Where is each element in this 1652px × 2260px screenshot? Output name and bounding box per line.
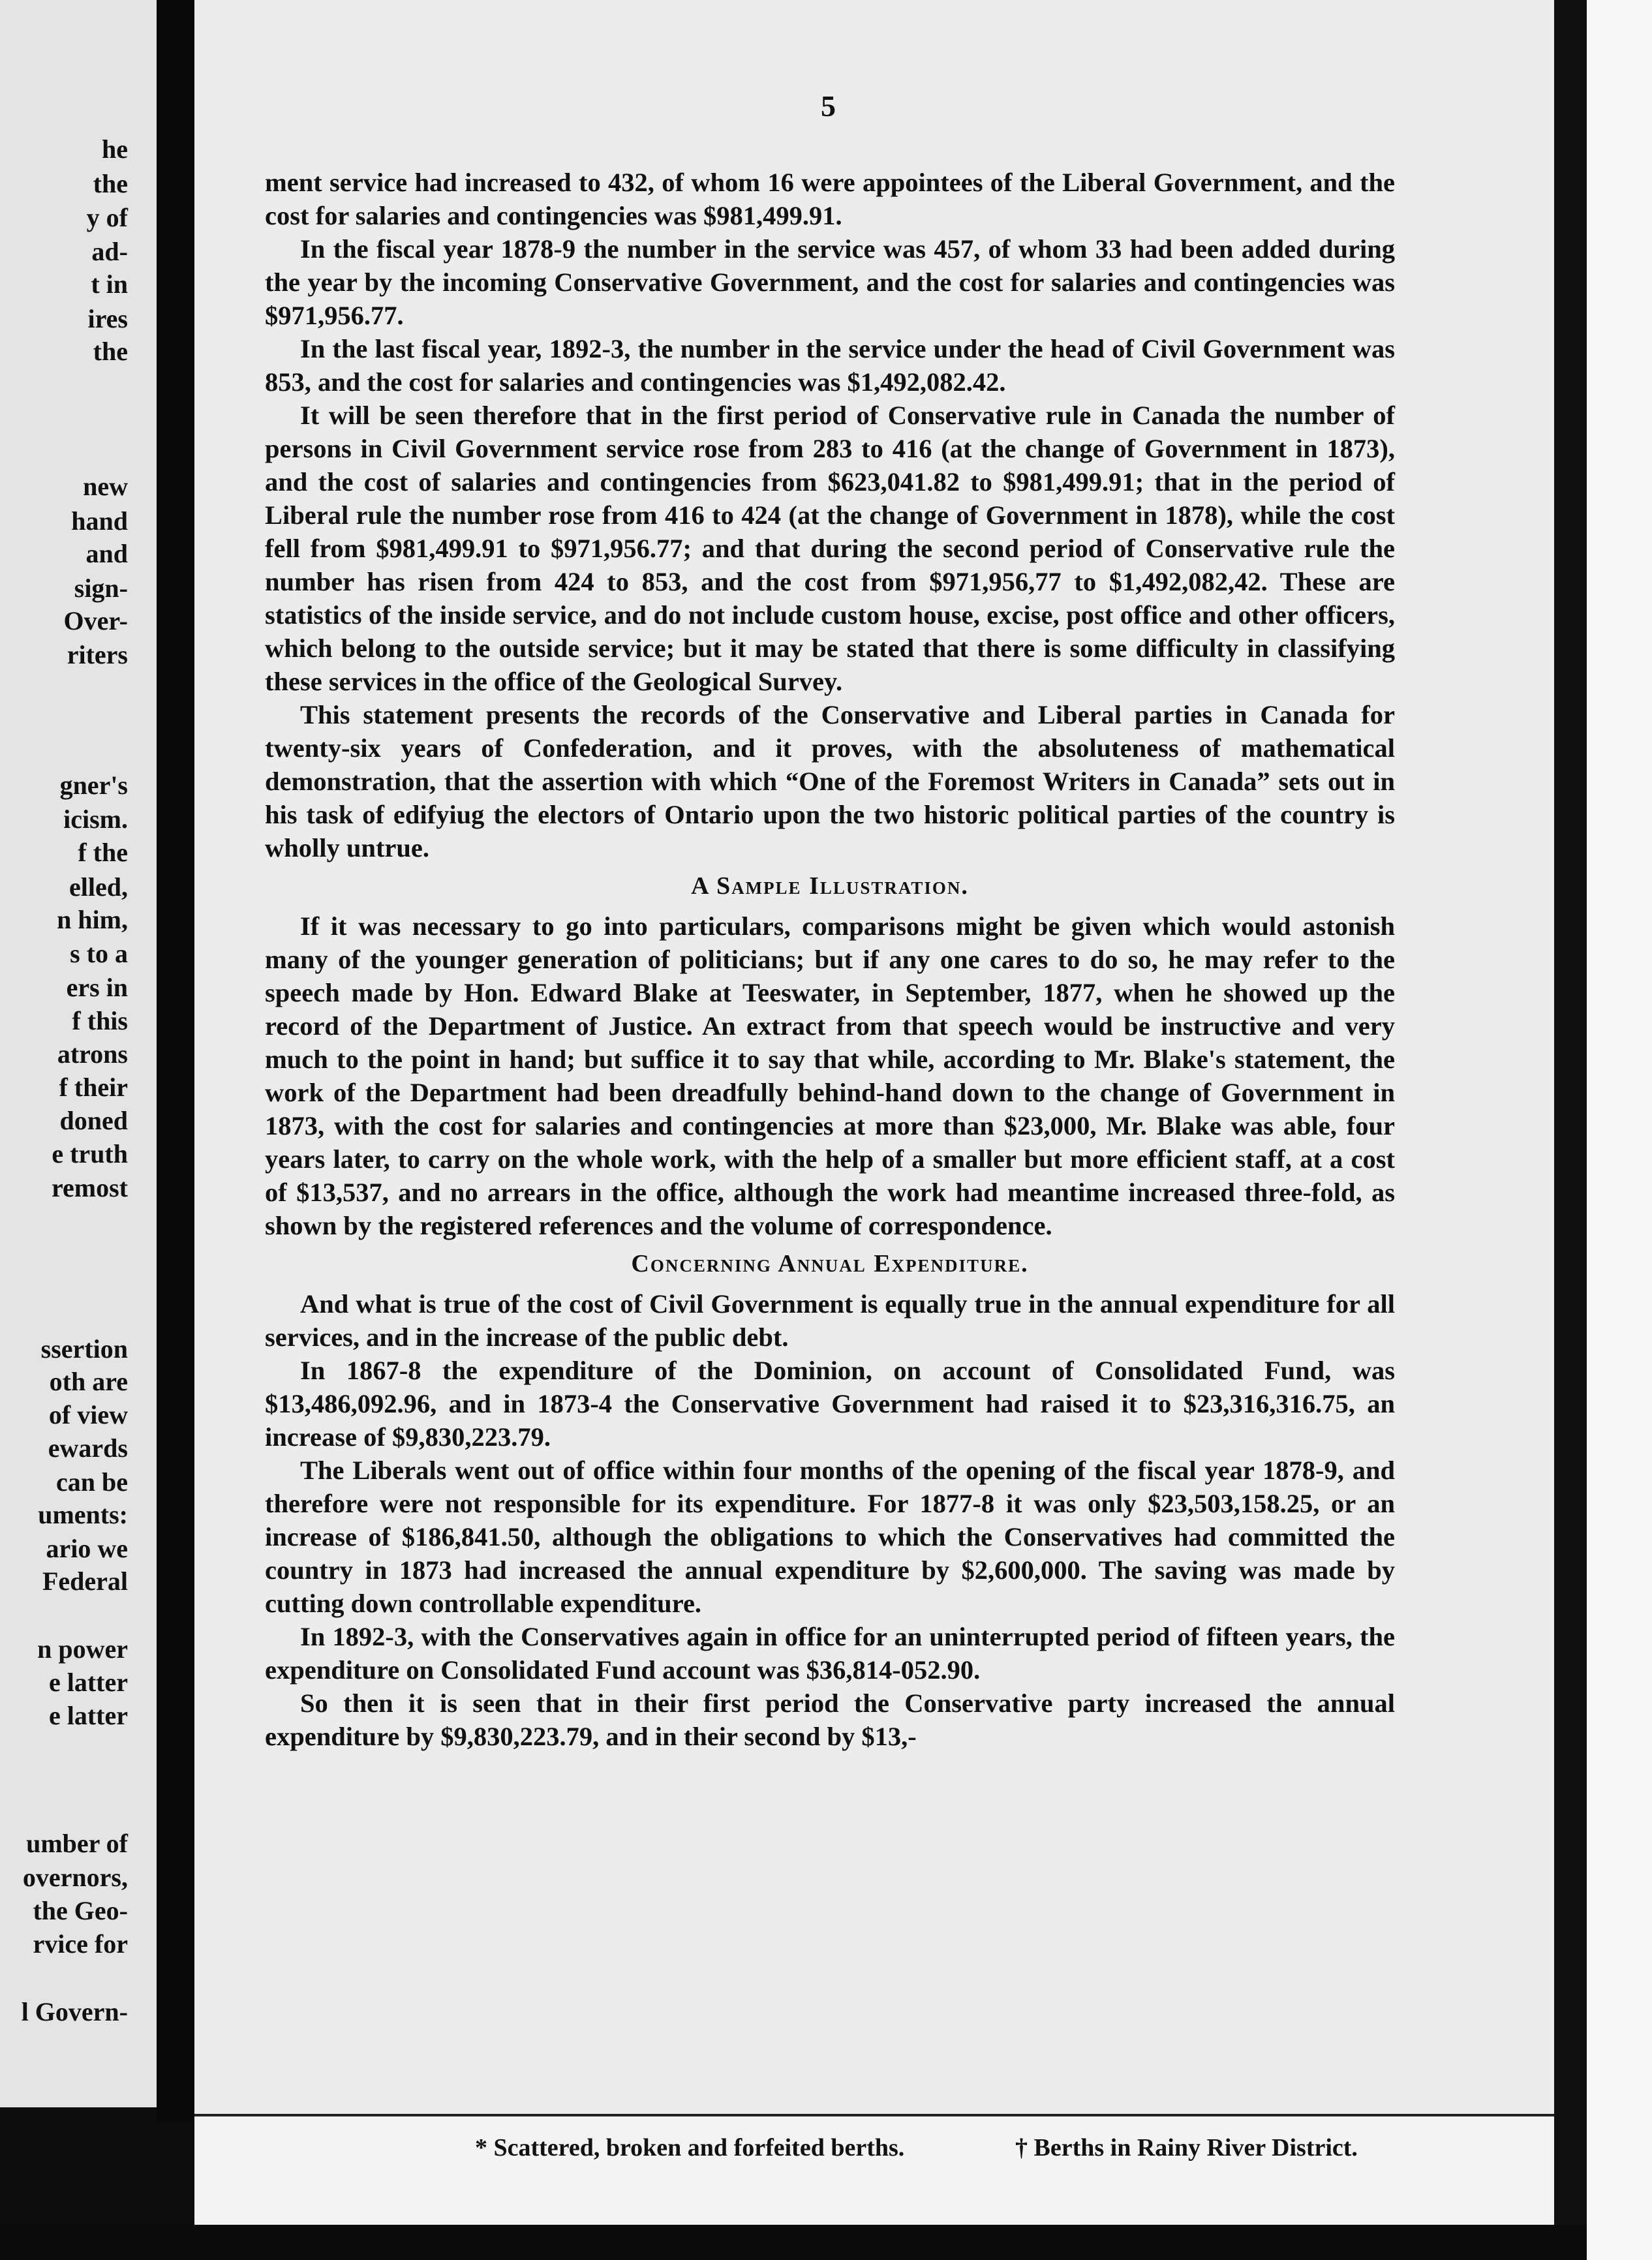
previous-page-fragment: the xyxy=(93,337,128,366)
previous-page-fragment: e latter xyxy=(48,1668,128,1697)
previous-page-strip xyxy=(0,0,157,2107)
book-gutter xyxy=(157,0,194,2120)
paragraph: In the last fiscal year, 1892-3, the number in the service under the head of Civil Government was 853, and the cost for salaries and contingencies was $1,492,082.42. xyxy=(265,334,1395,397)
paragraph: If it was necessary to go into particulars, comparisons might be given which would astonish many of the younger generation of politicians; but if any one cares to do so, he may refer to the speech made by Hon. Edward Blake at Teeswater, in September, 1877, when he showed up the record of the Department of Justice. An extract from that speech would be instructive and very much to the point in hand; but suffice it to say that while, according to Mr. Blake's statement, the work of the Department had been dreadfully behind-hand down to the change of Government in 1873, with the cost for salaries and contingencies at more than $23,000, Mr. Blake was able, four years later, to carry on the whole work, with the help of a smaller but more efficient staff, at a cost of $13,537, and no arrears in the office, although the work had meantime increased three-fold, as shown by the registered references and the volume of correspondence. xyxy=(265,911,1395,1240)
footnote-strip xyxy=(194,2114,1554,2227)
body-text xyxy=(265,166,1395,1753)
previous-page-fragment: umber of xyxy=(26,1829,128,1858)
previous-page-fragment: new xyxy=(83,472,128,501)
previous-page-fragment: f their xyxy=(59,1073,128,1102)
previous-page-fragment: the xyxy=(93,169,128,198)
previous-page-fragment: Federal xyxy=(42,1566,128,1596)
previous-page-fragment: he xyxy=(102,134,128,164)
previous-page-fragment: elled, xyxy=(69,872,128,902)
previous-page-fragment: ewards xyxy=(48,1433,128,1463)
previous-page-fragment: e truth xyxy=(52,1139,128,1168)
page-number: 5 xyxy=(821,89,836,123)
previous-page-fragment: doned xyxy=(59,1106,128,1135)
previous-page-fragment: ario we xyxy=(46,1534,128,1563)
previous-page-fragment: and xyxy=(85,539,128,568)
paragraph: And what is true of the cost of Civil Government is equally true in the annual expenditure for all services, and in the increase of the public debt. xyxy=(265,1289,1395,1352)
paragraph: In 1867-8 the expenditure of the Dominion, on account of Consolidated Fund, was $13,486,092.96, and in 1873-4 the Conservative Government had raised it to $23,316,316.75, an increase of $9,830,223.79. xyxy=(265,1356,1395,1452)
previous-page-fragment: n him, xyxy=(57,905,128,934)
previous-page-fragment: ires xyxy=(87,304,128,333)
previous-page-fragment: ers in xyxy=(66,973,128,1002)
previous-page-fragment: y of xyxy=(86,203,128,232)
previous-page-fragment: riters xyxy=(67,640,128,669)
previous-page-fragment: icism. xyxy=(63,804,128,834)
previous-page-fragment: ad- xyxy=(91,237,128,266)
footnote: * Scattered, broken and forfeited berths. xyxy=(475,2134,905,2161)
previous-page-fragment: ssertion xyxy=(40,1334,128,1364)
previous-page-fragment: the Geo- xyxy=(33,1896,128,1925)
paragraph: So then it is seen that in their first period the Conservative party increased the annual expenditure by $9,830,223.79, and in their second by $13,- xyxy=(265,1688,1395,1751)
previous-page-fragment: atrons xyxy=(57,1039,128,1069)
section-heading: Concerning Annual Expenditure. xyxy=(631,1250,1029,1277)
previous-page-fragment: s to a xyxy=(70,939,128,968)
section-heading: A Sample Illustration. xyxy=(691,872,969,900)
previous-page-fragment: gner's xyxy=(59,771,128,800)
paragraph: In the fiscal year 1878-9 the number in the service was 457, of whom 33 had been added during the year by the incoming Conservative Government, and the cost for salaries and contingencies was $971,956.77. xyxy=(265,234,1395,330)
previous-page-fragment: e latter xyxy=(48,1701,128,1730)
previous-page-fragment: hand xyxy=(71,506,128,536)
previous-page-fragment: Over- xyxy=(63,606,128,635)
previous-page-fragment: rvice for xyxy=(33,1929,128,1959)
previous-page-fragment: f the xyxy=(78,838,128,867)
paragraph: The Liberals went out of office within four months of the opening of the fiscal year 1878-9, and therefore were not responsible for its expenditure. For 1877-8 it was only $23,503,158.25, or an increase of $186,841.50, although the obligations to which the Conservatives had committed the country in 1873 had increased the annual expenditure by $2,600,000. The saving was made by cutting down controllable expenditure. xyxy=(265,1456,1395,1618)
previous-page-fragment: t in xyxy=(91,269,128,299)
previous-page-fragment: remost xyxy=(52,1173,128,1202)
page-edge-shadow xyxy=(1554,0,1587,2260)
previous-page-fragment: can be xyxy=(56,1467,128,1497)
previous-page-fragment: oth are xyxy=(49,1367,128,1396)
paragraph: In 1892-3, with the Conservatives again in office for an uninterrupted period of fifteen years, the expenditure on Consolidated Fund account was $36,814-052.90. xyxy=(265,1622,1395,1685)
footnote: † Berths in Rainy River District. xyxy=(1015,2134,1358,2161)
page-edge xyxy=(1587,0,1652,2260)
previous-page-fragment: uments: xyxy=(38,1500,128,1529)
paragraph: ment service had increased to 432, of whom 16 were appointees of the Liberal Government, and the cost for salaries and contingencies was $981,499.91. xyxy=(265,168,1395,230)
previous-page-fragment: f this xyxy=(72,1006,128,1035)
paragraph: It will be seen therefore that in the first period of Conservative rule in Canada the number of persons in Civil Government service rose from 283 to 416 (at the change of Government in 1873), and the cost of salaries and contingencies from $623,041.82 to $981,499.91; that in the period of Liberal rule the number rose from 416 to 424 (at the change of Government in 1878), while the cost fell from $981,499.91 to $971,956.77; and that during the second period of Conservative rule the number has risen from 424 to 853, and the cost from $971,956,77 to $1,492,082,42. These are statistics of the inside service, and do not include custom house, excise, post office and other officers, which belong to the outside service; but it may be stated that there is some difficulty in classifying these services in the office of the Geological Survey. xyxy=(265,401,1395,696)
previous-page-fragment: sign- xyxy=(74,573,128,603)
previous-page-fragment: overnors, xyxy=(22,1863,128,1892)
paragraph: This statement presents the records of the Conservative and Liberal parties in Canada for twenty-six years of Confederation, and it proves, with the absoluteness of mathematical demonstration, that the assertion with which “One of the Foremost Writers in Canada” sets out in his task of edifyiug the electors of Ontario upon the two historic political parties of the country is wholly untrue. xyxy=(265,700,1395,863)
scan-border xyxy=(0,2225,1587,2260)
previous-page-fragment: l Govern- xyxy=(21,1997,128,2026)
previous-page-fragment: of view xyxy=(48,1400,128,1429)
previous-page-fragment: n power xyxy=(37,1634,128,1664)
